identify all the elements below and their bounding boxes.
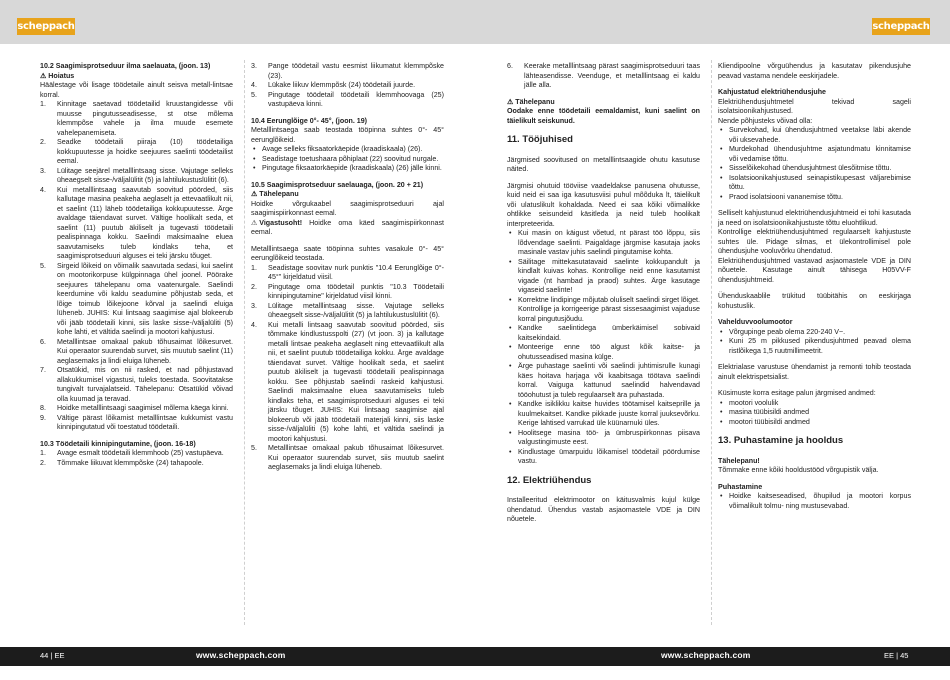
bullet-item	[718, 418, 911, 428]
item-number: 8.	[40, 404, 46, 412]
item-text: Metalllintsae omakaal pakub tõhusaimat lõikesurvet. Kui operaator suurendab survet, siis muutub saelint aeglasemaks ja lindi eluiga lüheneb.	[268, 444, 444, 471]
item-number: 2.	[40, 138, 46, 146]
numbered-item	[40, 449, 233, 459]
paragraph: Hoidke võrgukaabel saagimisprotseduuri ajal saagimispiirkonnast eemal.	[251, 199, 444, 217]
item-number: 7.	[40, 366, 46, 374]
spacer	[251, 174, 444, 181]
bullet-icon: •	[509, 447, 512, 456]
website-link-left[interactable]: www.scheppach.com	[196, 650, 286, 660]
warning-triangle-icon: ⚠	[507, 98, 516, 106]
item-text: Kinnitage saetavad töödetailid kruustangidesse või muusse pingutusseadisesse, st otse mõlema klemmpõse vahele ja ilma muude esemete vahelepanemiseta.	[57, 100, 233, 137]
numbered-item	[40, 414, 233, 433]
item-number: 1.	[251, 263, 257, 272]
item-number: 5.	[251, 444, 257, 452]
page-number-right: EE | 45	[884, 651, 909, 660]
item-text: Lülitage metalllintsaag sisse. Vajutage selleks üheaegselt sisse-/väljalülitit (5) ja lahtilukustuslülitit (6).	[268, 301, 444, 319]
bullet-item	[507, 324, 700, 343]
item-number: 9.	[40, 413, 46, 422]
bullet-item	[718, 145, 911, 164]
subheading: 10.3 Töödetaili kinnipingutamine, (joon. 16-18)	[40, 439, 196, 448]
page-number-left: 44 | EE	[40, 651, 65, 660]
subheading: Kahjustatud elektriühendusjuhe	[718, 88, 826, 96]
paragraph: Küsimuste korra esitage palun järgmised andmed:	[718, 389, 876, 397]
item-text: Korrektne lindipinge mõjutab oluliselt saelindi sirget lõiget. Kontrollige ja korrigeerige pärast sissesaagimist vajaduse korral pingutusjõudu.	[518, 295, 700, 323]
paragraph: Kontrollige elektriühendusjuhtmed regulaarselt kahjustuste suhtes üle. Pidage silmas, et ülekontrollimisel pole ühendusjuhe vooluvõrku ühendatud.	[718, 228, 911, 255]
bullet-icon: •	[253, 154, 256, 163]
item-text: Murdekohad ühendusjuhtme asjatundmatu kinnitamise või vedamise tõttu.	[729, 145, 911, 163]
spacer	[251, 110, 444, 117]
bullet-icon: •	[720, 408, 723, 416]
item-number: 2.	[251, 282, 257, 291]
item-text: Säilitage mittekasutatavaid saelinte kokkupandult ja kindlalt kuivas kohas. Kontrollige neid enne kasutamist vigade (nt hambad ja praod) suhtes. Ärge kasutage vigaseid saelinte!	[518, 257, 700, 295]
spacer	[507, 175, 700, 182]
item-text: mootori voolulik	[729, 398, 779, 407]
item-number: 4.	[251, 81, 257, 89]
bullet-item	[507, 400, 700, 429]
spacer	[718, 382, 911, 389]
spacer	[40, 433, 233, 440]
subheading: 10.2 Saagimisprotseduur ilma saelauata, (joon. 13)	[40, 62, 211, 70]
bullet-icon: •	[509, 428, 512, 437]
header-bar	[0, 0, 950, 44]
paragraph: Metalllintsaega saate tööpinna suhtes vasakule 0°- 45° eerunglõikeid teostada.	[251, 244, 444, 262]
item-text: Isolatsioonikahjustused seinapistikupesast väljarebimise tõttu.	[729, 173, 911, 191]
item-number: 5.	[251, 90, 257, 99]
bullet-item	[718, 193, 911, 203]
spacer	[718, 285, 911, 292]
warning-triangle-icon: ⚠	[251, 219, 260, 227]
item-text: Sisselõikekohad ühendusjuhtmest ülesõitmise tõttu.	[729, 164, 892, 172]
bullet-item	[507, 258, 700, 296]
item-text: Seadistage toetushaara põhiplaat (22) soovitud nurgale.	[262, 154, 439, 163]
bullet-icon: •	[720, 126, 723, 134]
item-text: Kandke saelintidega ümberkäimisel sobivaid kaitsekindaid.	[518, 324, 700, 342]
item-number: 5.	[40, 261, 46, 270]
section-heading: 13. Puhastamine ja hooldus	[718, 435, 844, 446]
bullet-item	[507, 362, 700, 400]
numbered-item	[251, 283, 444, 302]
numbered-item	[507, 62, 700, 91]
bullet-icon: •	[720, 145, 723, 153]
spacer	[718, 356, 911, 363]
brand-logo-right: scheppach	[872, 18, 930, 35]
numbered-item	[40, 404, 233, 414]
item-text: Hoolitsege masina töö- ja ümbruspiirkonnas piisava valgustingimuste eest.	[518, 428, 700, 447]
column-1	[40, 62, 233, 468]
bullet-item	[718, 408, 911, 418]
spacer	[718, 202, 911, 209]
numbered-item	[251, 81, 444, 91]
warning-paragraph	[251, 219, 444, 238]
bullet-icon: •	[253, 164, 256, 172]
paragraph: Metalllintsaega saab teostada tööpinna suhtes 0°- 45° eerunglõikeid.	[251, 126, 444, 144]
item-number: 2.	[40, 458, 46, 467]
bullet-icon: •	[509, 343, 512, 352]
item-text: Pange töödetail vastu eesmist liikumatut klemmpõske (23).	[268, 62, 444, 80]
bullet-item	[718, 328, 911, 338]
bullet-icon: •	[720, 337, 723, 345]
numbered-item	[40, 262, 233, 338]
numbered-item	[40, 138, 233, 167]
item-text: Survekohad, kui ühendusjuhtmed veetakse läbi akende või uksevahede.	[729, 126, 911, 144]
item-number: 4.	[251, 320, 257, 329]
item-text: Pingutage fiksaatorkäepide (kraadiskaala) (26) jälle kinni.	[262, 164, 442, 172]
item-text: Pingutage oma töödetail punktis "10.3 Töödetaili kinnipingutamine" kirjeldatud viisil kinni.	[268, 282, 444, 300]
subheading: Oodake enne töödetaili eemaldamist, kuni saelint on täielikult seiskunud.	[507, 107, 700, 125]
bullet-icon: •	[720, 192, 723, 201]
bullet-item	[507, 296, 700, 325]
bullet-item	[251, 164, 444, 174]
bullet-item	[718, 492, 911, 511]
numbered-item	[251, 91, 444, 110]
bullet-item	[718, 399, 911, 409]
subheading-text: 10.5 Saagimisprotseduur saelauaga, (joon. 20 + 21)	[251, 180, 424, 189]
numbered-item	[251, 444, 444, 473]
item-text: Sirgeid lõikeid on võimalik saavutada sedasi, kui saelint on mootorikorpuse külgpinnaga ühel joonel. Pöörake seejuures tähelepanu oma vaatenurgale. Saelindi keerdumine või kaldu seadumine põhjustab seda, et lõige toimub lõikejoone kõrval ja saelindi eluiga lüheneb. JUHIS: Kui lintsaag saagimise ajal blokeerub või jääb töödetaili kinni, siis laske sisse-/väljalüliti (5) kohe lahti, et vältida saelindi ja mootori kahjustusi.	[57, 261, 233, 336]
bullet-item	[718, 337, 911, 356]
bullet-icon: •	[509, 324, 512, 333]
paragraph: Järgmisi ohutuid tööviise vaadeldakse panusena ohutusse, kuid neid ei saa iga kasutusviisi puhul mõõduka lt, täielikult või ulatuslikult kohaldada. Need ei saa kõiki võimalikke ohtlikke seisundeid käsitleda ja neid tuleb hoolikalt interpreteerida.	[507, 181, 700, 228]
subheading: 10.4 Eerunglõige 0°- 45°, (joon. 19)	[251, 116, 368, 125]
numbered-item	[251, 321, 444, 445]
item-text: Seadke töödetaili piiraja (10) töödetailiga kokkupuutesse ja hoidke seejuures saelinti töödetailist eemal.	[57, 138, 233, 165]
bullet-item	[718, 126, 911, 145]
item-text: Metalllintsae omakaal pakub tõhusaimat lõikesurvet. Kui operaator suurendab survet, siis muutub saelint (11) aeglasemaks ja lindi eluiga lüheneb.	[57, 337, 233, 365]
bullet-icon: •	[720, 398, 723, 407]
item-text: Kui masin on käigust võetud, nt pärast töö lõppu, siis lõdvendage saelinti. Paigaldage järgmise kasutaja jaoks masinale vastav juhis saelindi pingutamise kohta.	[518, 229, 700, 257]
bullet-icon: •	[509, 295, 512, 304]
bullet-item	[507, 429, 700, 448]
item-text: mootori tüübisildi andmed	[729, 417, 810, 426]
item-text: Seadistage soovitav nurk punktis "10.4 Eerunglõige 0°- 45°" kirjeldatud viisil.	[268, 263, 444, 281]
item-text: Kui metalli lintsaag saavutab soovitud pöörded, siis tõmmake kindlustusspolti (27) (vt joon. 3) ja kallutage metalli lintsae peakeha aeglaselt ning ettevaatlikult alla nii, et saelint puutub töödetailiga kokku. Ärge avaldage täiendavat survet. Vältige hoolikalt seda, et saelint puutub äkiliselt ja tugevasti töödetaili pealispinnaga kokku. See põhjustab saelindi raskeid kahjustusi. Saelindi maksimaalne eluea saavutamiseks tuleb kindlaks teha, et saagimisprotseduuri alguses ei teki järsku tõuget. JUHIS: Kui lintsaag saagimise ajal blokeerub või jääb töödetaili materjali kinni, siis laske sisse-/väljalüliti (5) kohe lahti, et vältida saelindi ja mootori kahjustusi.	[268, 320, 444, 443]
warning-text: Hoidke oma käed saagimispiirkonnast eemal.	[251, 218, 444, 236]
bullet-icon: •	[720, 417, 723, 426]
numbered-item	[251, 62, 444, 81]
bullet-icon: •	[253, 145, 256, 153]
bullet-item	[718, 164, 911, 174]
bullet-icon: •	[509, 257, 512, 266]
spacer	[718, 311, 911, 318]
item-text: Pingutage töödetail töödetaili klemmhoovaga (25) vastupäeva kinni.	[268, 90, 444, 108]
numbered-item	[251, 264, 444, 283]
item-text: Kandke isiklikku kaitse huvides töötamisel kaitseprille ja kuulmekaitset. Kandke pikkade juuste korral juuksevõrku. Kerige lahtised varrukad üle küünarnuki üles.	[518, 400, 700, 428]
website-link-right[interactable]: www.scheppach.com	[661, 650, 751, 660]
numbered-item	[40, 186, 233, 262]
item-number: 6.	[40, 337, 46, 346]
subheading: Vahelduvvoolumootor	[718, 318, 793, 326]
warning-label: Vigastusoht!	[259, 218, 303, 227]
item-number: 1.	[40, 449, 46, 457]
numbered-item	[40, 459, 233, 469]
column-2	[251, 62, 444, 473]
warning-heading	[40, 72, 233, 82]
column-divider	[244, 60, 245, 625]
warning-heading	[251, 190, 444, 200]
column-3	[507, 62, 700, 525]
spacer	[718, 81, 911, 88]
warning-triangle-icon: ⚠	[40, 72, 49, 80]
item-text: Tõmmake liikuvat klemmpõske (24) tahapoole.	[57, 458, 204, 467]
column-divider	[711, 60, 712, 625]
paragraph: Kliendipoolne võrguühendus ja kasutatav pikendusjuhe peavad vastama nendele eeskirjadele.	[718, 62, 911, 80]
item-number: 3.	[251, 62, 257, 70]
paragraph: Nende põhjusteks võivad olla:	[718, 116, 813, 125]
column-4	[718, 62, 911, 511]
item-text: Avage selleks fiksaatorkäepide (kraadiskaala) (26).	[262, 145, 423, 153]
warning-label: Tähelepanu	[515, 97, 555, 106]
item-text: Kui metalllintsaag saavutab soovitud pöörded, siis kallutage masina peakeha aeglaselt ja ettevaatlikult nii, et saelint (11) läheb töödetailiga kokkupuutesse. Ärge avaldage täiendavat survet. Vältige hoolikalt seda, et saelint (11) puutub äkiliselt ja tugevasti töödetaili pealispinnaga kokku. Saelindi maksimaalne eluea saavutamiseks tuleb kindlaks teha, et saagimisprotseduuri alguses ei teki järsku tõuget.	[57, 185, 233, 260]
bullet-icon: •	[720, 327, 723, 336]
item-number: 1.	[40, 100, 46, 108]
item-number: 3.	[40, 166, 46, 175]
subheading: Tähelepanu!	[718, 456, 760, 465]
numbered-item	[251, 302, 444, 321]
footer-bar	[0, 647, 950, 666]
warning-triangle-icon: ⚠	[251, 191, 260, 198]
subheading: Puhastamine	[718, 482, 763, 491]
bullet-item	[251, 155, 444, 165]
item-text: Vältige pärast lõikamist metalllintsae kukkumist vastu kinnipingutatud või toestatud töödetaili.	[57, 413, 233, 431]
item-number: 6.	[507, 62, 513, 70]
numbered-item	[40, 100, 233, 138]
numbered-item	[40, 167, 233, 186]
brand-logo-left: scheppach	[17, 18, 75, 35]
numbered-item	[40, 338, 233, 367]
item-text: Võrgupinge peab olema 220-240 V~.	[729, 327, 846, 336]
bullet-icon: •	[509, 362, 512, 371]
item-text: Avage esmalt töödetaili klemmhoob (25) vastupäeva.	[57, 449, 224, 457]
warning-heading	[507, 98, 700, 108]
bullet-item	[718, 174, 911, 193]
item-text: Ärge puhastage saelinti või saelindi juhtimisrulle kunagi käes hoitava harjaga või kaabitsaga töötava saelindi korral. Vaiguga kattunud saelindid halvendavad tööohutust ja tuleb regulaarselt ära puhastada.	[518, 362, 700, 399]
item-text: Lülitage seejärel metalllintsaag sisse. Vajutage selleks üheaegselt sisse-/väljalülitit (5) ja lahtilukustuslülitit (6).	[57, 166, 233, 184]
bullet-icon: •	[720, 173, 723, 182]
bullet-icon: •	[509, 229, 512, 238]
bullet-icon: •	[720, 492, 723, 501]
paragraph: Tõmmake enne kõiki hooldustööd võrgupistik välja.	[718, 466, 879, 475]
numbered-item	[40, 366, 233, 404]
item-text: Lükake liikuv klemmpõsk (24) töödetaili juurde.	[268, 81, 416, 89]
item-number: 4.	[40, 185, 46, 194]
item-text: Kuni 25 m pikkused pikendusjuhtmed peavad olema ristlõikega 1,5 ruutmillimeetrit.	[729, 337, 911, 355]
spacer	[718, 476, 911, 483]
bullet-icon: •	[720, 164, 723, 172]
subheading	[251, 181, 444, 191]
item-text: Otsatükid, mis on nii rasked, et nad põhjustavad allakukkumisel vigastusi, tuleks toestada. Soovitatakse tungivalt turvajalatseid. Tähelepanu: Otsatükid võivad olla kuumad ja teravad.	[57, 366, 233, 403]
bullet-icon: •	[509, 400, 512, 409]
paragraph: Järgmised soovitused on metalllintsaagide ohutu kasutuse näited.	[507, 155, 700, 174]
bullet-item	[507, 343, 700, 362]
bullet-item	[251, 145, 444, 155]
spacer	[251, 238, 444, 245]
warning-label: Hoiatus	[48, 71, 75, 80]
section-heading: 11. Tööjuhised	[507, 134, 573, 145]
bullet-item	[507, 448, 700, 467]
item-number: 3.	[251, 301, 257, 310]
section-heading: 12. Elektriühendus	[507, 474, 592, 486]
item-text: masina tüübisildi andmed	[729, 408, 810, 416]
item-text: Hoidke kaitseseadised, õhupilud ja mootori korpus võimalikult tolmu- ning mustusevabad.	[729, 492, 911, 510]
item-text: Hoidke metalllintsaagi saagimisel mõlema käega kinni.	[57, 404, 229, 412]
paragraph: Elektrialase varustuse ühendamist ja remonti tohib teostada ainult elektrispetsialist.	[718, 363, 911, 381]
item-text: Monteerige enne töö algust kõik kaitse- ja ohutusseadised masina külge.	[518, 343, 700, 361]
item-text: Praod isolatsiooni vananemise tõttu.	[729, 192, 843, 201]
paragraph: Häälestage või lisage töödetaile ainult seisva metall-lintsae korral.	[40, 81, 233, 99]
item-text: Keerake metalllintsaag pärast saagimisprotseduuri taas lähteasendisse. Veenduge, et metalllintsaag ei kaldu jälle alla.	[524, 62, 700, 89]
paragraph: Elektriühendusjuhtmetel tekivad sageli isolatsioonikahjustused.	[718, 97, 911, 115]
warning-label: Tähelepanu	[259, 190, 299, 198]
item-text: Kindlustage ümarpuidu lõikamisel töödetail pöördumise vastu.	[518, 447, 700, 466]
paragraph: Ühenduskaablile trükitud tüübitähis on eeskirjaga kohustuslik.	[718, 292, 911, 310]
paragraph: Installeeritud elektrimootor on käitusvalmis kujul külge ühendatud. Ühendus vastab asjaomastele VDE ja DIN nõuetele.	[507, 496, 700, 524]
bullet-item	[507, 229, 700, 258]
paragraph: Elektriühendusjuhtmed vastavad asjaomastele VDE ja DIN nõuetele. Kasutage ainult tähisega H05VV-F ühendusjuhtmeid.	[718, 256, 911, 284]
paragraph: Selliselt kahjustunud elektriühendusjuhtmeid ei tohi kasutada ja need on isolatsioonikahjustuste tõttu eluohtlikud.	[718, 209, 911, 227]
spacer	[507, 91, 700, 98]
